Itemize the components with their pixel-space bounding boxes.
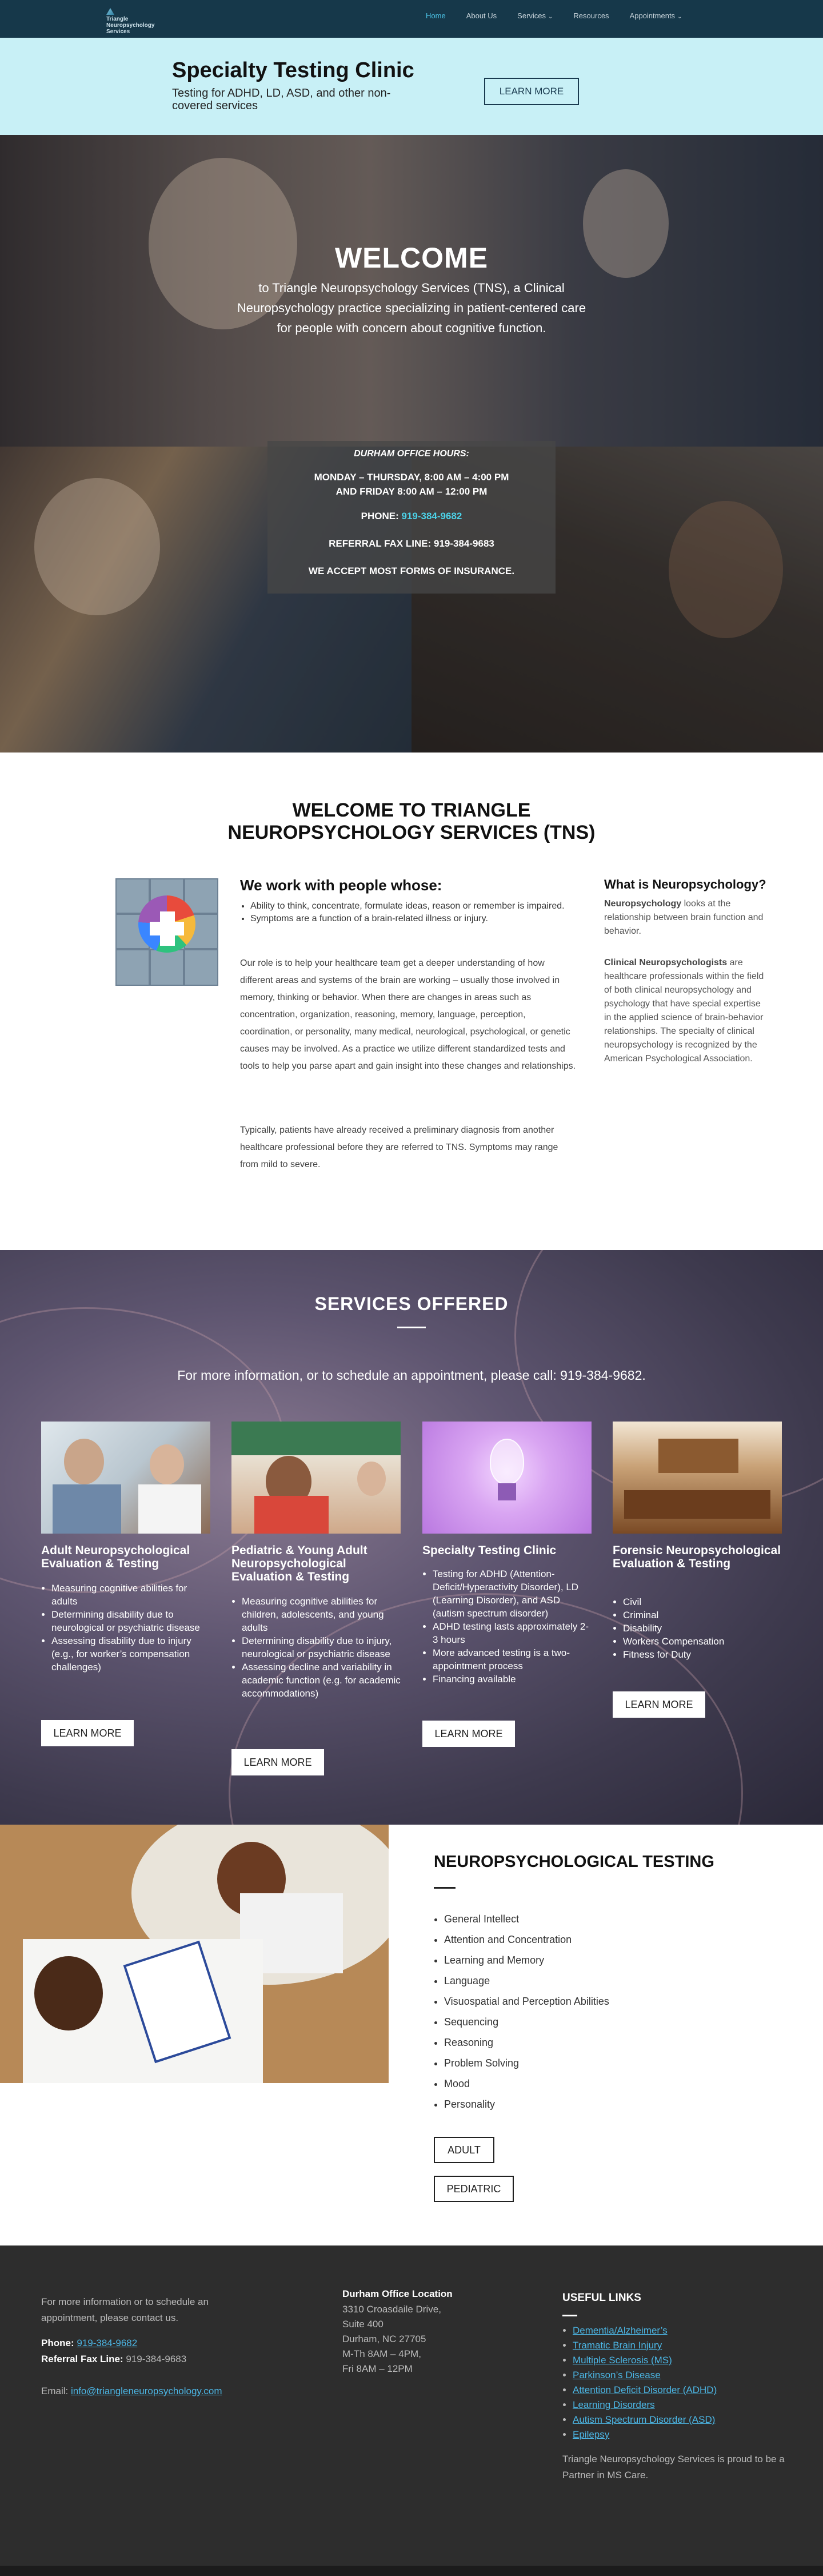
hero-person-image bbox=[669, 501, 783, 638]
specialty-clinic-image bbox=[422, 1422, 592, 1534]
adult-button[interactable]: ADULT bbox=[434, 2137, 494, 2163]
office-address: 3310 Croasdaile Drive, Suite 400 Durham, NC 27705 M-Th 8AM – 4PM, Fri 8AM – 12PM bbox=[342, 2304, 441, 2374]
list-item: • Criminal bbox=[623, 1608, 782, 1622]
nav-services[interactable]: Services ⌄ bbox=[517, 11, 553, 20]
phone-link[interactable]: 919-384-9682 bbox=[401, 511, 462, 521]
list-item: • Determining disability due to injury, neurological or psychiatric disease bbox=[242, 1634, 401, 1661]
card-title: Adult Neuropsychological Evaluation & Testing bbox=[41, 1544, 190, 1570]
neuropsychology-definition: Neuropsychology looks at the relationship between brain function and behavior. bbox=[604, 899, 764, 936]
list-item: • Civil bbox=[623, 1595, 782, 1608]
specialty-banner bbox=[0, 38, 823, 135]
list-item bbox=[573, 2398, 717, 2412]
list-item: • Mood bbox=[444, 2073, 609, 2094]
link-dementia[interactable]: Dementia/Alzheimer’s bbox=[573, 2325, 668, 2336]
list-item: • Language bbox=[444, 1970, 609, 1991]
list-item: • Measuring cognitive abilities for adults bbox=[51, 1582, 210, 1608]
card-list bbox=[41, 1582, 210, 1674]
services-section bbox=[0, 1250, 823, 1825]
chevron-down-icon: ⌄ bbox=[548, 14, 553, 20]
hero-title: WELCOME bbox=[334, 242, 489, 274]
adult-evaluation-image bbox=[41, 1422, 210, 1534]
pediatric-learn-more-button[interactable]: LEARN MORE bbox=[231, 1749, 324, 1775]
list-item: • Fitness for Duty bbox=[623, 1648, 782, 1661]
list-item: • Determining disability due to neurological or psychiatric disease bbox=[51, 1608, 210, 1634]
list-item: • Workers Compensation bbox=[623, 1635, 782, 1648]
card-title: Forensic Neuropsychological Evaluation & Testing bbox=[613, 1544, 781, 1570]
link-parkinsons[interactable]: Parkinson’s Disease bbox=[573, 2370, 661, 2380]
footer-contact-text: For more information or to schedule an appointment, please contact us. bbox=[41, 2296, 209, 2323]
hero-subtitle: to Triangle Neuropsychology Services (TNS), a Clinical Neuropsychology practice specializing in patient-centered care for people with concern about cognitive function. bbox=[237, 281, 586, 335]
list-item: • Attention and Concentration bbox=[444, 1929, 609, 1950]
chevron-down-icon: ⌄ bbox=[677, 14, 682, 20]
list-item: • Financing available bbox=[433, 1673, 592, 1686]
list-item bbox=[573, 2383, 717, 2398]
services-subtitle: For more information, or to schedule an appointment, please call: 919-384-9682. bbox=[177, 1368, 646, 1383]
puzzle-piece bbox=[150, 949, 184, 986]
hero-section bbox=[0, 135, 823, 753]
title-divider bbox=[397, 1327, 426, 1328]
nav-resources[interactable]: Resources bbox=[573, 11, 609, 20]
list-item: • Learning and Memory bbox=[444, 1950, 609, 1970]
footer-bottom-bar bbox=[0, 2566, 823, 2576]
link-epilepsy[interactable]: Epilepsy bbox=[573, 2429, 610, 2440]
list-item: • General Intellect bbox=[444, 1909, 609, 1929]
link-brain-injury[interactable]: Tramatic Brain Injury bbox=[573, 2340, 662, 2351]
list-item: • Symptoms are a function of a brain-related illness or injury. bbox=[250, 913, 577, 925]
list-item: • More advanced testing is a two-appointment process bbox=[433, 1646, 592, 1673]
nav-about-us[interactable]: About Us bbox=[466, 11, 497, 20]
puzzle-piece bbox=[115, 949, 150, 986]
list-item: • Sequencing bbox=[444, 2012, 609, 2032]
welcome-section-title: WELCOME TO TRIANGLE NEUROPSYCHOLOGY SERVICES (TNS) bbox=[227, 799, 596, 843]
list-item: • Problem Solving bbox=[444, 2053, 609, 2073]
top-navigation bbox=[0, 0, 823, 38]
list-item: • Disability bbox=[623, 1622, 782, 1635]
specialty-learn-more-button[interactable]: LEARN MORE bbox=[422, 1721, 515, 1747]
puzzle-piece bbox=[184, 949, 218, 986]
pediatric-button[interactable]: PEDIATRIC bbox=[434, 2176, 514, 2202]
hours-line-1: MONDAY – THURSDAY, 8:00 AM – 4:00 PM bbox=[314, 472, 509, 483]
services-title: SERVICES OFFERED bbox=[314, 1293, 509, 1314]
site-logo[interactable]: Triangle Neuropsychology Services bbox=[106, 8, 143, 31]
we-work-heading: We work with people whose: bbox=[240, 877, 442, 894]
hero-person-image bbox=[34, 478, 160, 615]
title-divider bbox=[434, 1887, 456, 1889]
clinical-neuropsychologists-definition: Clinical Neuropsychologists are healthcare professionals within the field of both clinical neuropsychology and psychology that have special expertise in the applied science of brain-behavior relationships. The specialty of clinical neuropsychology is recognized by the American Psychological Association. bbox=[604, 958, 764, 1064]
banner-subtitle: Testing for ADHD, LD, ASD, and other non-covered services bbox=[172, 87, 391, 112]
list-item: • Ability to think, concentrate, formulate ideas, reason or remember is impaired. bbox=[250, 900, 577, 913]
forensic-courtroom-image bbox=[613, 1422, 782, 1534]
forensic-learn-more-button[interactable]: LEARN MORE bbox=[613, 1691, 705, 1718]
link-learning-disorders[interactable]: Learning Disorders bbox=[573, 2399, 655, 2410]
footer-email-link[interactable]: info@triangleneuropsychology.com bbox=[70, 2386, 222, 2396]
hours-fax: REFERRAL FAX LINE: 919-384-9683 bbox=[329, 538, 494, 549]
title-divider bbox=[562, 2315, 577, 2316]
list-item: • Personality bbox=[444, 2094, 609, 2115]
puzzle-gap bbox=[150, 922, 184, 935]
card-list bbox=[231, 1595, 401, 1700]
adult-learn-more-button[interactable]: LEARN MORE bbox=[41, 1720, 134, 1746]
list-item bbox=[573, 2353, 717, 2368]
nav-home[interactable]: Home bbox=[426, 11, 446, 20]
banner-title: Specialty Testing Clinic bbox=[172, 58, 414, 82]
role-paragraph: Our role is to help your healthcare team get a deeper understanding of how different areas and systems of the brain are working – usually those involved in memory, thinking or behavior. When there are changes in areas such as concentration, organization, reasoning, memory, language, perception, coordination, or personality, many medical, neurological, psychological, or genetic causes may be involved. As a practice we utilize different standardized tests and tools to help you parse apart and gain insight into these changes and relationships. bbox=[240, 958, 576, 1071]
testing-areas-list bbox=[434, 1909, 609, 2115]
list-item bbox=[573, 2338, 717, 2353]
card-title: Specialty Testing Clinic bbox=[422, 1544, 557, 1557]
hours-heading: DURHAM OFFICE HOURS: bbox=[354, 449, 469, 459]
card-title: Pediatric & Young Adult Neuropsychological Evaluation & Testing bbox=[231, 1544, 367, 1583]
neuropsychology-heading: What is Neuropsychology? bbox=[604, 877, 766, 891]
banner-learn-more-button[interactable]: LEARN MORE bbox=[484, 78, 579, 105]
list-item bbox=[573, 2427, 717, 2442]
brain-puzzle-image bbox=[115, 878, 218, 986]
card-list bbox=[613, 1595, 782, 1661]
list-item bbox=[573, 2368, 717, 2383]
insurance-note: WE ACCEPT MOST FORMS OF INSURANCE. bbox=[308, 566, 515, 576]
list-item: • Reasoning bbox=[444, 2032, 609, 2053]
list-item: • Visuospatial and Perception Abilities bbox=[444, 1991, 609, 2012]
nav-appointments[interactable]: Appointments ⌄ bbox=[629, 11, 682, 20]
list-item: • Testing for ADHD (Attention-Deficit/Hyperactivity Disorder), LD (Learning Disorder), and ASD (autism spectrum disorder) bbox=[433, 1567, 592, 1620]
link-autism[interactable]: Autism Spectrum Disorder (ASD) bbox=[573, 2414, 716, 2425]
list-item bbox=[573, 2412, 717, 2427]
link-ms[interactable]: Multiple Sclerosis (MS) bbox=[573, 2355, 672, 2366]
list-item: • ADHD testing lasts approximately 2-3 hours bbox=[433, 1620, 592, 1646]
useful-links-list bbox=[562, 2323, 717, 2442]
we-work-list bbox=[240, 900, 577, 925]
footer-fax: Referral Fax Line: 919-384-9683 bbox=[41, 2354, 187, 2364]
office-hours-box bbox=[267, 441, 556, 594]
list-item: • Assessing decline and variability in academic function (e.g. for academic accommodations) bbox=[242, 1661, 401, 1700]
site-footer bbox=[0, 2245, 823, 2566]
hours-phone: PHONE: 919-384-9682 bbox=[361, 511, 462, 521]
list-item bbox=[573, 2323, 717, 2338]
referral-paragraph: Typically, patients have already received a preliminary diagnosis from another healthcare professional before they are referred to TNS. Symptoms may range from mild to severe. bbox=[240, 1125, 558, 1169]
link-adhd[interactable]: Attention Deficit Disorder (ADHD) bbox=[573, 2384, 717, 2395]
list-item: • Assessing disability due to injury (e.g., for worker’s compensation challenges) bbox=[51, 1634, 210, 1674]
card-list bbox=[422, 1567, 592, 1686]
useful-links-title: USEFUL LINKS bbox=[562, 2292, 641, 2304]
ms-partner-text: Triangle Neuropsychology Services is proud to be a Partner in MS Care. bbox=[562, 2454, 785, 2481]
list-item: • Measuring cognitive abilities for children, adolescents, and young adults bbox=[242, 1595, 401, 1634]
footer-email: Email: info@triangleneuropsychology.com bbox=[41, 2386, 222, 2396]
main-menu bbox=[426, 11, 682, 20]
hours-line-2: AND FRIDAY 8:00 AM – 12:00 PM bbox=[335, 486, 488, 497]
footer-phone-link[interactable]: 919-384-9682 bbox=[77, 2338, 138, 2348]
office-location-title: Durham Office Location bbox=[342, 2288, 453, 2299]
neuro-testing-title: NEUROPSYCHOLOGICAL TESTING bbox=[434, 1853, 714, 1871]
footer-phone: Phone: 919-384-9682 bbox=[41, 2338, 138, 2348]
pediatric-evaluation-image bbox=[231, 1422, 401, 1534]
testing-session-image bbox=[0, 1825, 389, 2083]
